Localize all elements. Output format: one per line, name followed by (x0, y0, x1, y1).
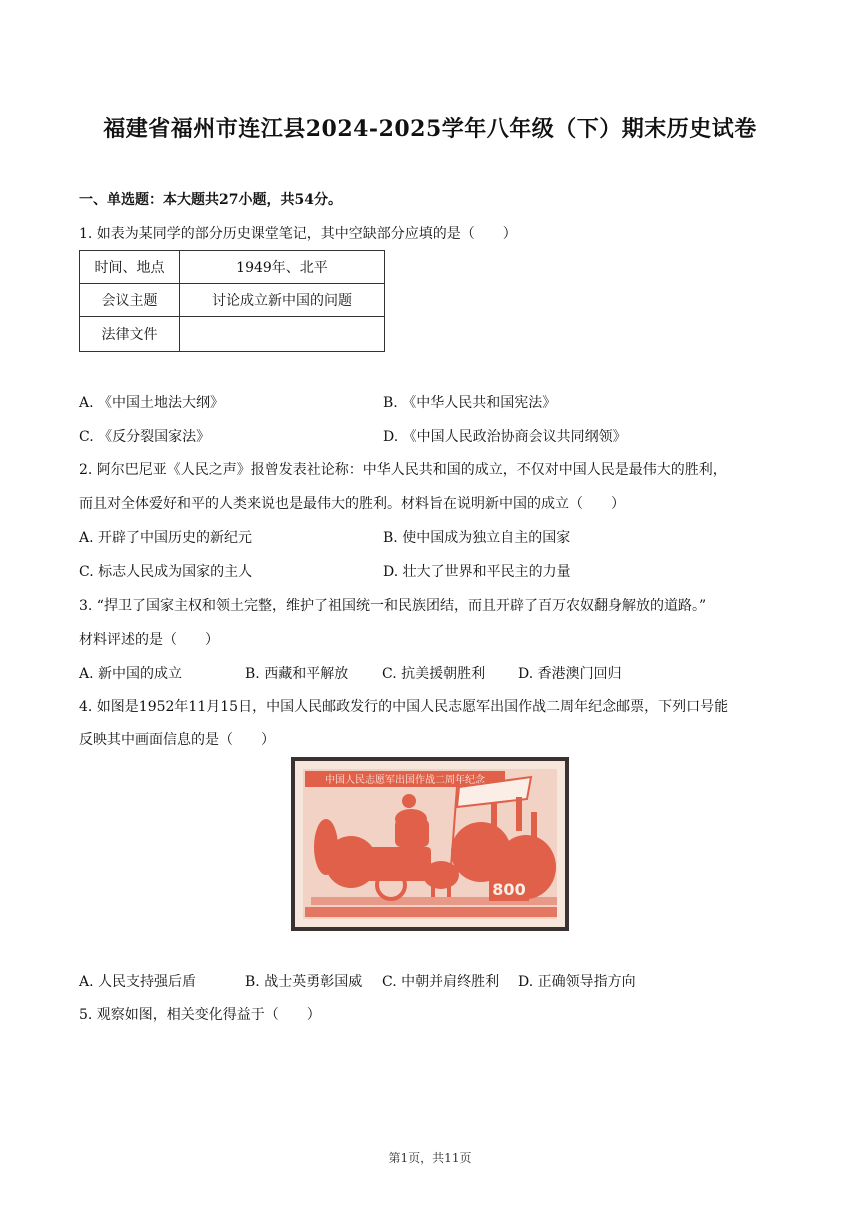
q1-option-b: B. 《中华人民共和国宪法》 (383, 395, 557, 411)
table-cell: 法律文件 (80, 317, 180, 352)
section-heading: 一、单选题：本大题共27小题，共54分。 (79, 192, 342, 208)
q2-option-c: C. 标志人民成为国家的主人 (79, 564, 253, 580)
q3-option-d: D. 香港澳门回归 (518, 666, 622, 682)
q2-option-a: A. 开辟了中国历史的新纪元 (79, 530, 253, 546)
q4-option-a: A. 人民支持强后盾 (79, 974, 197, 990)
q4-option-b: B. 战士英勇彰国威 (245, 974, 363, 990)
q1-option-a: A. 《中国土地法大纲》 (79, 395, 225, 411)
page-number-footer: 第1页，共11页 (388, 1151, 472, 1165)
q2-option-d: D. 壮大了世界和平民主的力量 (383, 564, 571, 580)
page-title: 福建省福州市连江县2024-2025学年八年级（下）期末历史试卷 (103, 116, 757, 142)
question-4-stem: 4. 如图是1952年11月15日，中国人民邮政发行的中国人民志愿军出国作战二周年纪念邮票，下列口号能 (79, 699, 729, 715)
table-cell: 会议主题 (80, 284, 180, 317)
commemorative-stamp-image (291, 757, 569, 931)
stamp-footer-band (305, 907, 557, 917)
q3-option-b: B. 西藏和平解放 (245, 666, 349, 682)
table-cell-blank (180, 317, 385, 352)
q2-option-b: B. 使中国成为独立自主的国家 (383, 530, 571, 546)
q1-option-c: C. 《反分裂国家法》 (79, 429, 211, 445)
table-row (80, 251, 385, 284)
question-3-stem-cont: 材料评述的是（ ） (79, 632, 219, 648)
table-cell: 讨论成立新中国的问题 (180, 284, 385, 317)
q4-option-d: D. 正确领导指方向 (518, 974, 636, 990)
question-3-stem: 3. “捍卫了国家主权和领土完整，维护了祖国统一和民族团结，而且开辟了百万农奴翻身解放的道路。” (79, 598, 707, 614)
question-2-stem-cont: 而且对全体爱好和平的人类来说也是最伟大的胜利。材料旨在说明新中国的成立（ ） (79, 496, 625, 512)
q3-option-a: A. 新中国的成立 (79, 666, 183, 682)
q1-option-d: D. 《中国人民政治协商会议共同纲领》 (383, 429, 627, 445)
stamp-header-text: 中国人民志愿军出国作战二周年纪念 (325, 775, 485, 786)
stamp-value: 800 (492, 880, 526, 899)
q4-option-c: C. 中朝并肩终胜利 (382, 974, 500, 990)
question-4-stem-cont: 反映其中画面信息的是（ ） (79, 732, 275, 748)
question-5-stem: 5. 观察如图，相关变化得益于（ ） (79, 1007, 321, 1023)
notes-table (79, 250, 385, 352)
question-2-stem: 2. 阿尔巴尼亚《人民之声》报曾发表社论称：中华人民共和国的成立，不仅对中国人民是最伟大的胜利， (79, 462, 727, 478)
table-cell: 1949年、北平 (180, 251, 385, 284)
table-row (80, 317, 385, 352)
table-row (80, 284, 385, 317)
question-1-stem: 1. 如表为某同学的部分历史课堂笔记，其中空缺部分应填的是（ ） (79, 226, 517, 242)
q3-option-c: C. 抗美援朝胜利 (382, 666, 486, 682)
table-cell: 时间、地点 (80, 251, 180, 284)
